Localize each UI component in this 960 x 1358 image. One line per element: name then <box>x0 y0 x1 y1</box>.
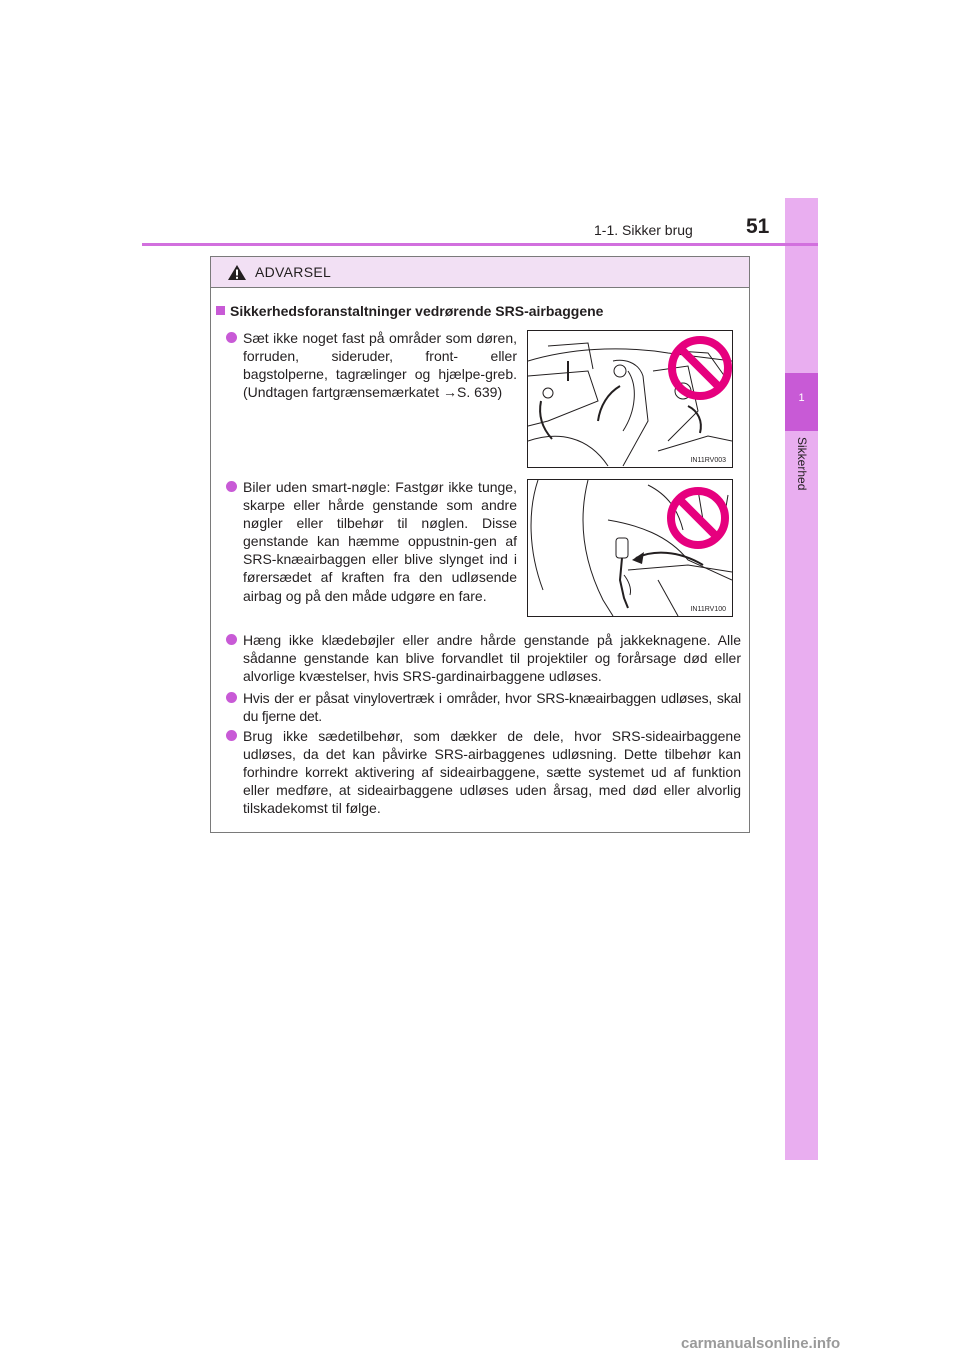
warning-subheading-text: Sikkerhedsforanstaltninger vedrørende SRS-airbaggene <box>230 303 604 319</box>
chapter-label-text: Sikkerhed <box>795 437 809 491</box>
header-divider <box>142 243 818 246</box>
warning-bullet-1-text: Sæt ikke noget fast på områder som døren, forruden, sideruder, front- eller bagstolperne, tagrælinger og hjælpe-greb. (Undtagen fartgrænsemærkatet →S. 639) <box>243 330 517 401</box>
warning-bullet-2-text: Biler uden smart-nøgle: Fastgør ikke tunge, skarpe eller hårde genstande som andre nøgler eller tilbehør til nøglen. Disse genstande kan hæmme oppustnin-gen af SRS-knæairbaggen eller blive slynget ind i førersædet af kraften fra den udløsende airbag og på den måde udgøre en fare. <box>243 479 517 604</box>
dashboard-illustration <box>528 331 732 467</box>
figure-dashboard-illustration <box>527 330 733 468</box>
warning-bullet-5-text: Brug ikke sædetilbehør, som dækker de dele, hvor SRS-sideairbaggene udløses, da det kan påvirke SRS-airbaggenes udløsning. Dette tilbehør kan forhindre korrekt aktivering af sideairbaggene, sætte systemet ud af funktion eller medføre, at sideairbaggene udløses uden årsag, med død eller alvorlig tilskadekomst til følge. <box>243 728 741 817</box>
key-illustration <box>528 480 732 616</box>
warning-bullet-3 <box>243 631 741 685</box>
warning-bullet-3-text: Hæng ikke klædebøjler eller andre hårde genstande på jakkeknagene. Alle sådanne genstande kan blive forvandlet til projektiler og forårsage død eller alvorlige kvæstelser, hvis SRS-gardinairbaggene udløses. <box>243 632 741 685</box>
warning-bullet-4-text: Hvis der er påsat vinylovertræk i områder, hvor SRS-knæairbaggen udløses, skal du fjerne det. <box>243 690 741 725</box>
chapter-number: 1 <box>785 373 818 431</box>
prohibition-sign-1 <box>672 340 728 396</box>
warning-box <box>210 256 750 833</box>
page-number: 51 <box>746 215 770 238</box>
figure-code-1: IN11RV003 <box>690 457 726 464</box>
chapter-label <box>795 437 809 507</box>
square-bullet-icon <box>216 306 225 315</box>
warning-subheading <box>216 303 603 319</box>
warning-bullet-2 <box>243 478 517 605</box>
warning-bullet-5 <box>243 727 741 817</box>
warning-bullet-1 <box>243 329 517 401</box>
warning-bullet-4 <box>243 689 741 725</box>
section-title: 1-1. Sikker brug <box>594 222 693 238</box>
bullet-dot-icon <box>226 692 237 703</box>
warning-title: ADVARSEL <box>255 264 332 280</box>
bullet-dot-icon <box>226 730 237 741</box>
watermark: carmanualsonline.info <box>681 1335 841 1352</box>
bullet-dot-icon <box>226 332 237 343</box>
warning-triangle-icon <box>227 264 247 281</box>
bullet-dot-icon <box>226 634 237 645</box>
figure-code-2: IN11RV100 <box>690 606 726 613</box>
figure-key-illustration <box>527 479 733 617</box>
bullet-dot-icon <box>226 481 237 492</box>
warning-header <box>211 257 749 288</box>
side-tab <box>785 198 818 1160</box>
